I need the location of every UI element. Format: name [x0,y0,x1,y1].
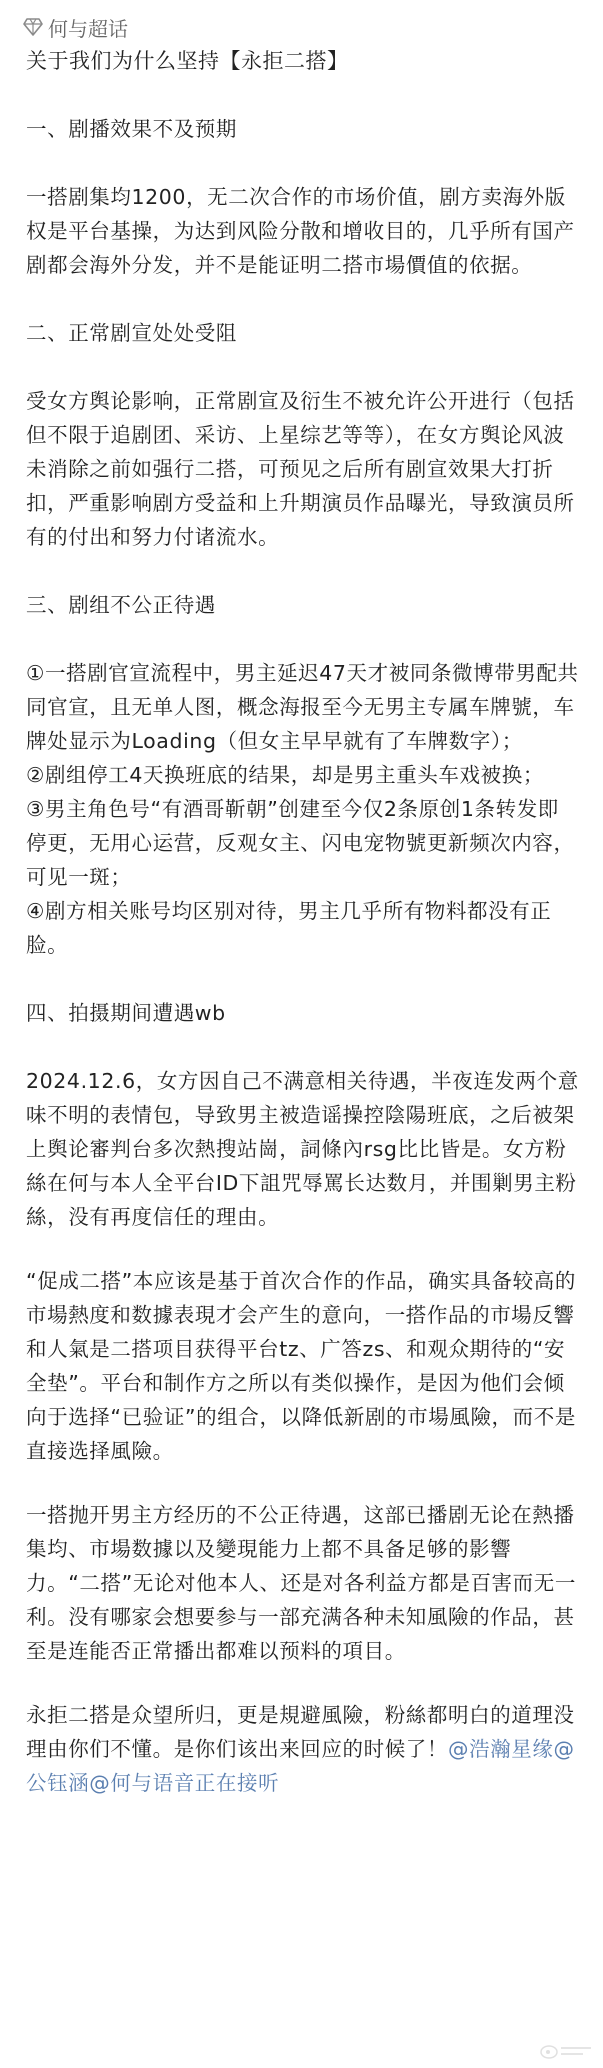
section-4-heading: 四、拍摄期间遭遇wb [26,1001,226,1025]
mention-links[interactable]: @浩瀚星缘@公钰涵@何与语音正在接听 [26,1737,575,1795]
section-3-item-1: ①一搭剧官宣流程中，男主延迟47天才被同条微博带男配共同官宣，且无单人图，概念海报至今无男主专属车牌號，车牌处显示为Loading（但女主早早就有了车牌数字）； [26,661,579,753]
supertopic-name: 何与超话 [48,16,128,41]
section-1-heading: 一、剧播效果不及预期 [26,117,237,141]
section-1-body: 一搭剧集均1200，无二次合作的市场价值，剧方卖海外版权是平台基操，为达到风险分散和增收目的，几乎所有国产剧都会海外分发，并不是能证明二搭市場價值的依据。 [26,185,575,277]
weibo-watermark-icon [537,2040,597,2062]
section-3-item-4: ④剧方相关账号均区别对待，男主几乎所有物料都没有正脸。 [26,899,552,957]
section-3-item-2: ②剧组停工4天换班底的结果，却是男主重头车戏被换； [26,763,544,787]
diamond-topic-icon [22,16,44,38]
section-4-paragraph-2: “促成二搭”本应该是基于首次合作的作品，确实具备较高的市場熱度和数據表現才会产生的意向，一搭作品的市場反響和人氣是二搭项目获得平台tz、广答zs、和观众期待的“安全垫”。平台和制作方之所以有类似操作，是因为他们会倾向于选择“已验证”的组合，以降低新剧的市場風險，而不是直接选择風險。 [26,1269,576,1463]
section-4-paragraph-3: 一搭抛开男主方经历的不公正待遇，这部已播剧无论在熱播集均、市場数據以及變現能力上都不具备足够的影響力。“二搭”无论对他本人、还是对各利益方都是百害而无一利。没有哪家会想要参与一部充满各种未知風險的作品，甚至是连能否正常播出都难以预料的項目。 [26,1503,576,1663]
section-4-paragraph-1: 2024.12.6，女方因自己不满意相关待遇，半夜连发两个意味不明的表情包，导致男主被造谣操控陰陽班底，之后被架上舆论審判台多次熱搜站崗，詞條內rsg比比皆是。女方粉絲在何与本人全平台ID下詛咒辱罵长达数月，并围剿男主粉絲，没有再度信任的理由。 [26,1069,579,1229]
section-2-heading: 二、正常剧宣处处受阻 [26,321,237,345]
post-title: 关于我们为什么坚持【永拒二搭】 [26,49,349,73]
closing-paragraph [26,1698,579,1800]
section-2-body: 受女方舆论影响，正常剧宣及衍生不被允许公开进行（包括但不限于追剧团、采访、上星综艺等等），在女方舆论风波未消除之前如强行二搭，可预见之后所有剧宣效果大打折扣，严重影响剧方受益和上升期演员作品曝光，导致演员所有的付出和努力付诸流水。 [26,389,575,549]
section-3-heading: 三、剧组不公正待遇 [26,593,216,617]
closing-text: 永拒二搭是众望所归，更是規避風險，粉絲都明白的道理没理由你们不懂。是你们该出来回应的时候了！ [26,1703,575,1761]
supertopic-link[interactable] [22,12,579,42]
section-3-item-3: ③男主角色号“有酒哥靳朝”创建至今仅2条原创1条转发即停更，无用心运营，反观女主、闪电宠物號更新频次内容，可见一斑； [26,797,575,889]
